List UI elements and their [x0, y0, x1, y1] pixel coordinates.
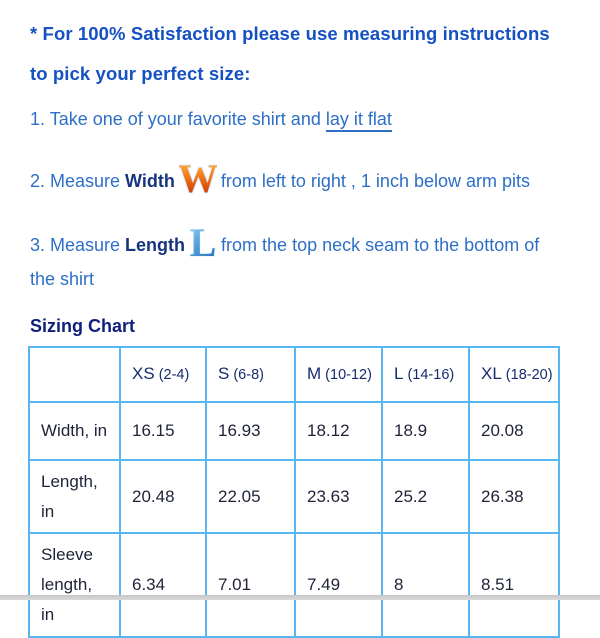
svg-text:L: L: [189, 220, 217, 264]
intro-line-2: to pick your perfect size:: [30, 63, 251, 84]
col-header-l: L (14-16): [382, 347, 469, 402]
step-3-suffix-line2: the shirt: [30, 269, 95, 289]
step-2-suffix: from left to right , 1 inch below arm pits: [220, 171, 530, 191]
intro-line-1: * For 100% Satisfaction please use measuring instructions: [30, 23, 550, 44]
svg-text:W: W: [178, 156, 217, 200]
intro-heading: [30, 14, 574, 94]
step-2-text: 2. Measure: [30, 171, 126, 191]
sizing-chart-title: Sizing Chart: [30, 316, 136, 336]
step-1-text: 1. Take one of your favorite shirt and: [30, 109, 326, 129]
length-letter-icon: [189, 220, 217, 264]
cell: 8.51: [469, 533, 559, 637]
cell: 7.49: [295, 533, 382, 637]
cell: 7.01: [206, 533, 295, 637]
table-row-sleeve: [29, 533, 559, 637]
cell: 20.08: [469, 402, 559, 460]
cell: 26.38: [469, 460, 559, 533]
step-2: [30, 156, 574, 200]
corner-cell: [29, 347, 120, 402]
table-row-width: [29, 402, 559, 460]
cell: 23.63: [295, 460, 382, 533]
cell: 20.48: [120, 460, 206, 533]
step-1-underlined-text: lay it flat: [326, 109, 392, 132]
step-3-length-label: Length: [125, 235, 186, 255]
cell: 8: [382, 533, 469, 637]
col-header-xl: XL (18-20): [469, 347, 559, 402]
cell: 18.9: [382, 402, 469, 460]
step-2-width-label: Width: [125, 171, 175, 191]
bottom-divider: [0, 595, 600, 600]
col-header-s: S (6-8): [206, 347, 295, 402]
cell: 25.2: [382, 460, 469, 533]
cell: 6.34: [120, 533, 206, 637]
row-label-sleeve: Sleeve length, in: [29, 533, 120, 637]
col-header-m: M (10-12): [295, 347, 382, 402]
step-3: [30, 220, 574, 294]
step-3-text: 3. Measure: [30, 235, 126, 255]
cell: 22.05: [206, 460, 295, 533]
table-header-row: [29, 347, 559, 402]
step-3-suffix-line1: from the top neck seam to the bottom of: [221, 235, 540, 255]
row-label-length: Length, in: [29, 460, 120, 533]
cell: 18.12: [295, 402, 382, 460]
table-row-length: [29, 460, 559, 533]
col-header-xs: XS (2-4): [120, 347, 206, 402]
step-1: [30, 104, 574, 134]
width-letter-icon: [179, 156, 217, 200]
row-label-width: Width, in: [29, 402, 120, 460]
cell: 16.93: [206, 402, 295, 460]
cell: 16.15: [120, 402, 206, 460]
